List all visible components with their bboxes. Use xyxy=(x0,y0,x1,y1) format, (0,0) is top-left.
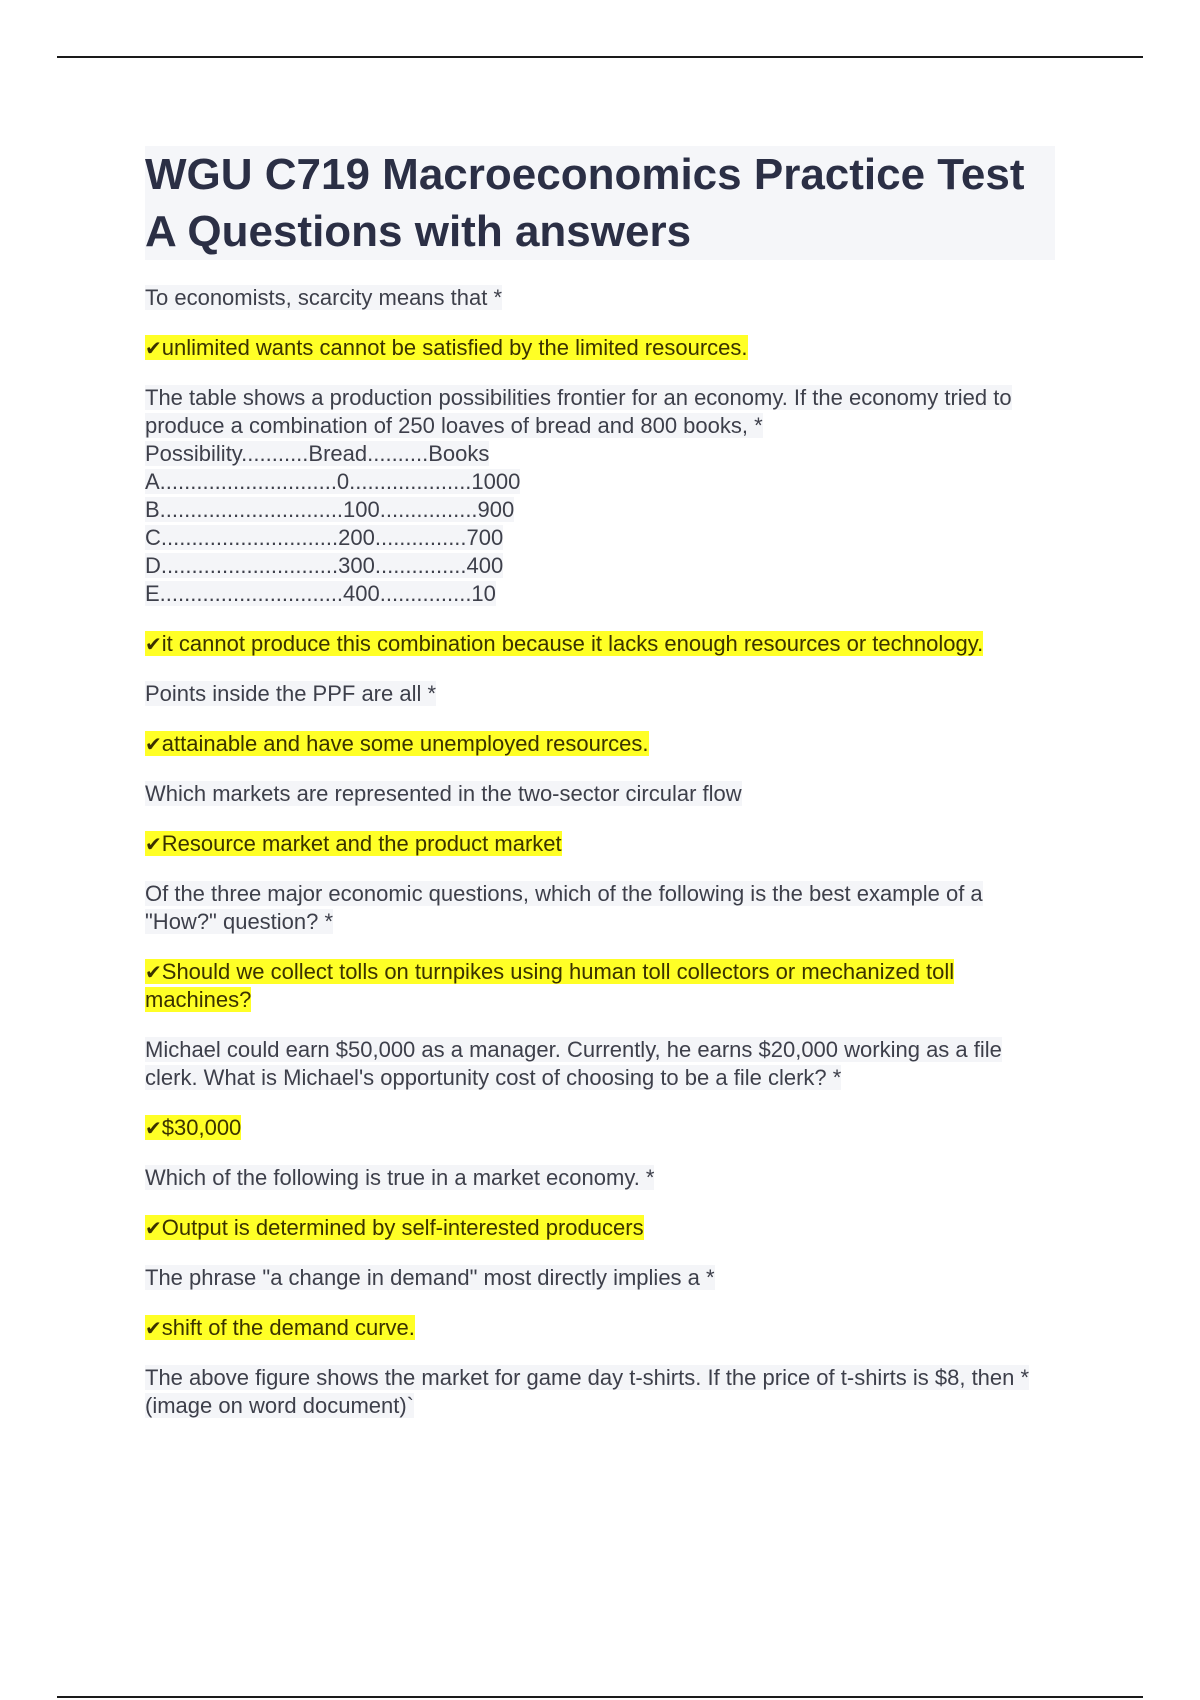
answer-8 xyxy=(145,1314,1055,1342)
question-6 xyxy=(145,1036,1055,1092)
answer-text: $30,000 xyxy=(161,1115,242,1140)
answer-5 xyxy=(145,958,1055,1014)
answer-text: Should we collect tolls on turnpikes using human toll collectors or mechanized toll machines? xyxy=(145,959,955,1012)
answer-highlight xyxy=(145,631,983,656)
question-5 xyxy=(145,880,1055,936)
top-rule xyxy=(57,56,1143,58)
answer-highlight xyxy=(145,1315,415,1340)
answer-text: shift of the demand curve. xyxy=(161,1315,415,1340)
question-7 xyxy=(145,1164,1055,1192)
answer-highlight xyxy=(145,731,649,756)
ppf-table xyxy=(145,440,1055,608)
document-body xyxy=(145,146,1055,1442)
question-text: The above figure shows the market for game day t-shirts. If the price of t-shirts is $8, then * (image on word document)` xyxy=(145,1365,1030,1418)
question-3 xyxy=(145,680,1055,708)
answer-7 xyxy=(145,1214,1055,1242)
ppf-table-row: B..............................100................900 xyxy=(145,497,515,522)
answer-highlight xyxy=(145,959,954,1012)
ppf-table-row: E..............................400...............10 xyxy=(145,581,496,606)
document-title: WGU C719 Macroeconomics Practice Test A Questions with answers xyxy=(145,150,1025,256)
answer-highlight xyxy=(145,335,748,360)
answer-1 xyxy=(145,334,1055,362)
question-text: Points inside the PPF are all * xyxy=(145,681,437,706)
checkmark-icon: ✔ xyxy=(145,1116,162,1140)
question-text: Which markets are represented in the two-sector circular flow xyxy=(145,781,742,806)
answer-text: unlimited wants cannot be satisfied by the limited resources. xyxy=(161,335,748,360)
answer-highlight xyxy=(145,1115,241,1140)
title-block xyxy=(145,146,1055,260)
answer-text: Resource market and the product market xyxy=(161,831,562,856)
answer-text: it cannot produce this combination because it lacks enough resources or technology. xyxy=(161,631,984,656)
ppf-table-header: Possibility...........Bread..........Books xyxy=(145,441,490,466)
answer-text: Output is determined by self-interested producers xyxy=(161,1215,644,1240)
question-text: To economists, scarcity means that * xyxy=(145,285,503,310)
question-text: Michael could earn $50,000 as a manager. Currently, he earns $20,000 working as a file clerk. What is Michael's opportunity cost of choosing to be a file clerk? * xyxy=(145,1037,1002,1090)
question-4 xyxy=(145,780,1055,808)
answer-4 xyxy=(145,830,1055,858)
answer-3 xyxy=(145,730,1055,758)
question-9 xyxy=(145,1364,1055,1420)
question-1 xyxy=(145,284,1055,312)
bottom-rule xyxy=(57,1696,1143,1698)
question-text: Which of the following is true in a market economy. * xyxy=(145,1165,655,1190)
question-text: The phrase "a change in demand" most directly implies a * xyxy=(145,1265,715,1290)
checkmark-icon: ✔ xyxy=(145,960,162,984)
question-2 xyxy=(145,384,1055,608)
checkmark-icon: ✔ xyxy=(145,1216,162,1240)
checkmark-icon: ✔ xyxy=(145,336,162,360)
answer-highlight xyxy=(145,1215,644,1240)
answer-6 xyxy=(145,1114,1055,1142)
answer-highlight xyxy=(145,831,562,856)
checkmark-icon: ✔ xyxy=(145,632,162,656)
ppf-table-row: C.............................200...............700 xyxy=(145,525,504,550)
qa-list xyxy=(145,284,1055,1420)
ppf-table-row: D.............................300...............400 xyxy=(145,553,504,578)
question-text: The table shows a production possibilities frontier for an economy. If the economy tried to produce a combination of 250 loaves of bread and 800 books, * xyxy=(145,385,1012,438)
ppf-table-row: A.............................0....................1000 xyxy=(145,469,521,494)
answer-text: attainable and have some unemployed resources. xyxy=(161,731,649,756)
answer-2 xyxy=(145,630,1055,658)
checkmark-icon: ✔ xyxy=(145,1316,162,1340)
checkmark-icon: ✔ xyxy=(145,832,162,856)
question-text: Of the three major economic questions, which of the following is the best example of a "How?" question? * xyxy=(145,881,983,934)
checkmark-icon: ✔ xyxy=(145,732,162,756)
question-8 xyxy=(145,1264,1055,1292)
